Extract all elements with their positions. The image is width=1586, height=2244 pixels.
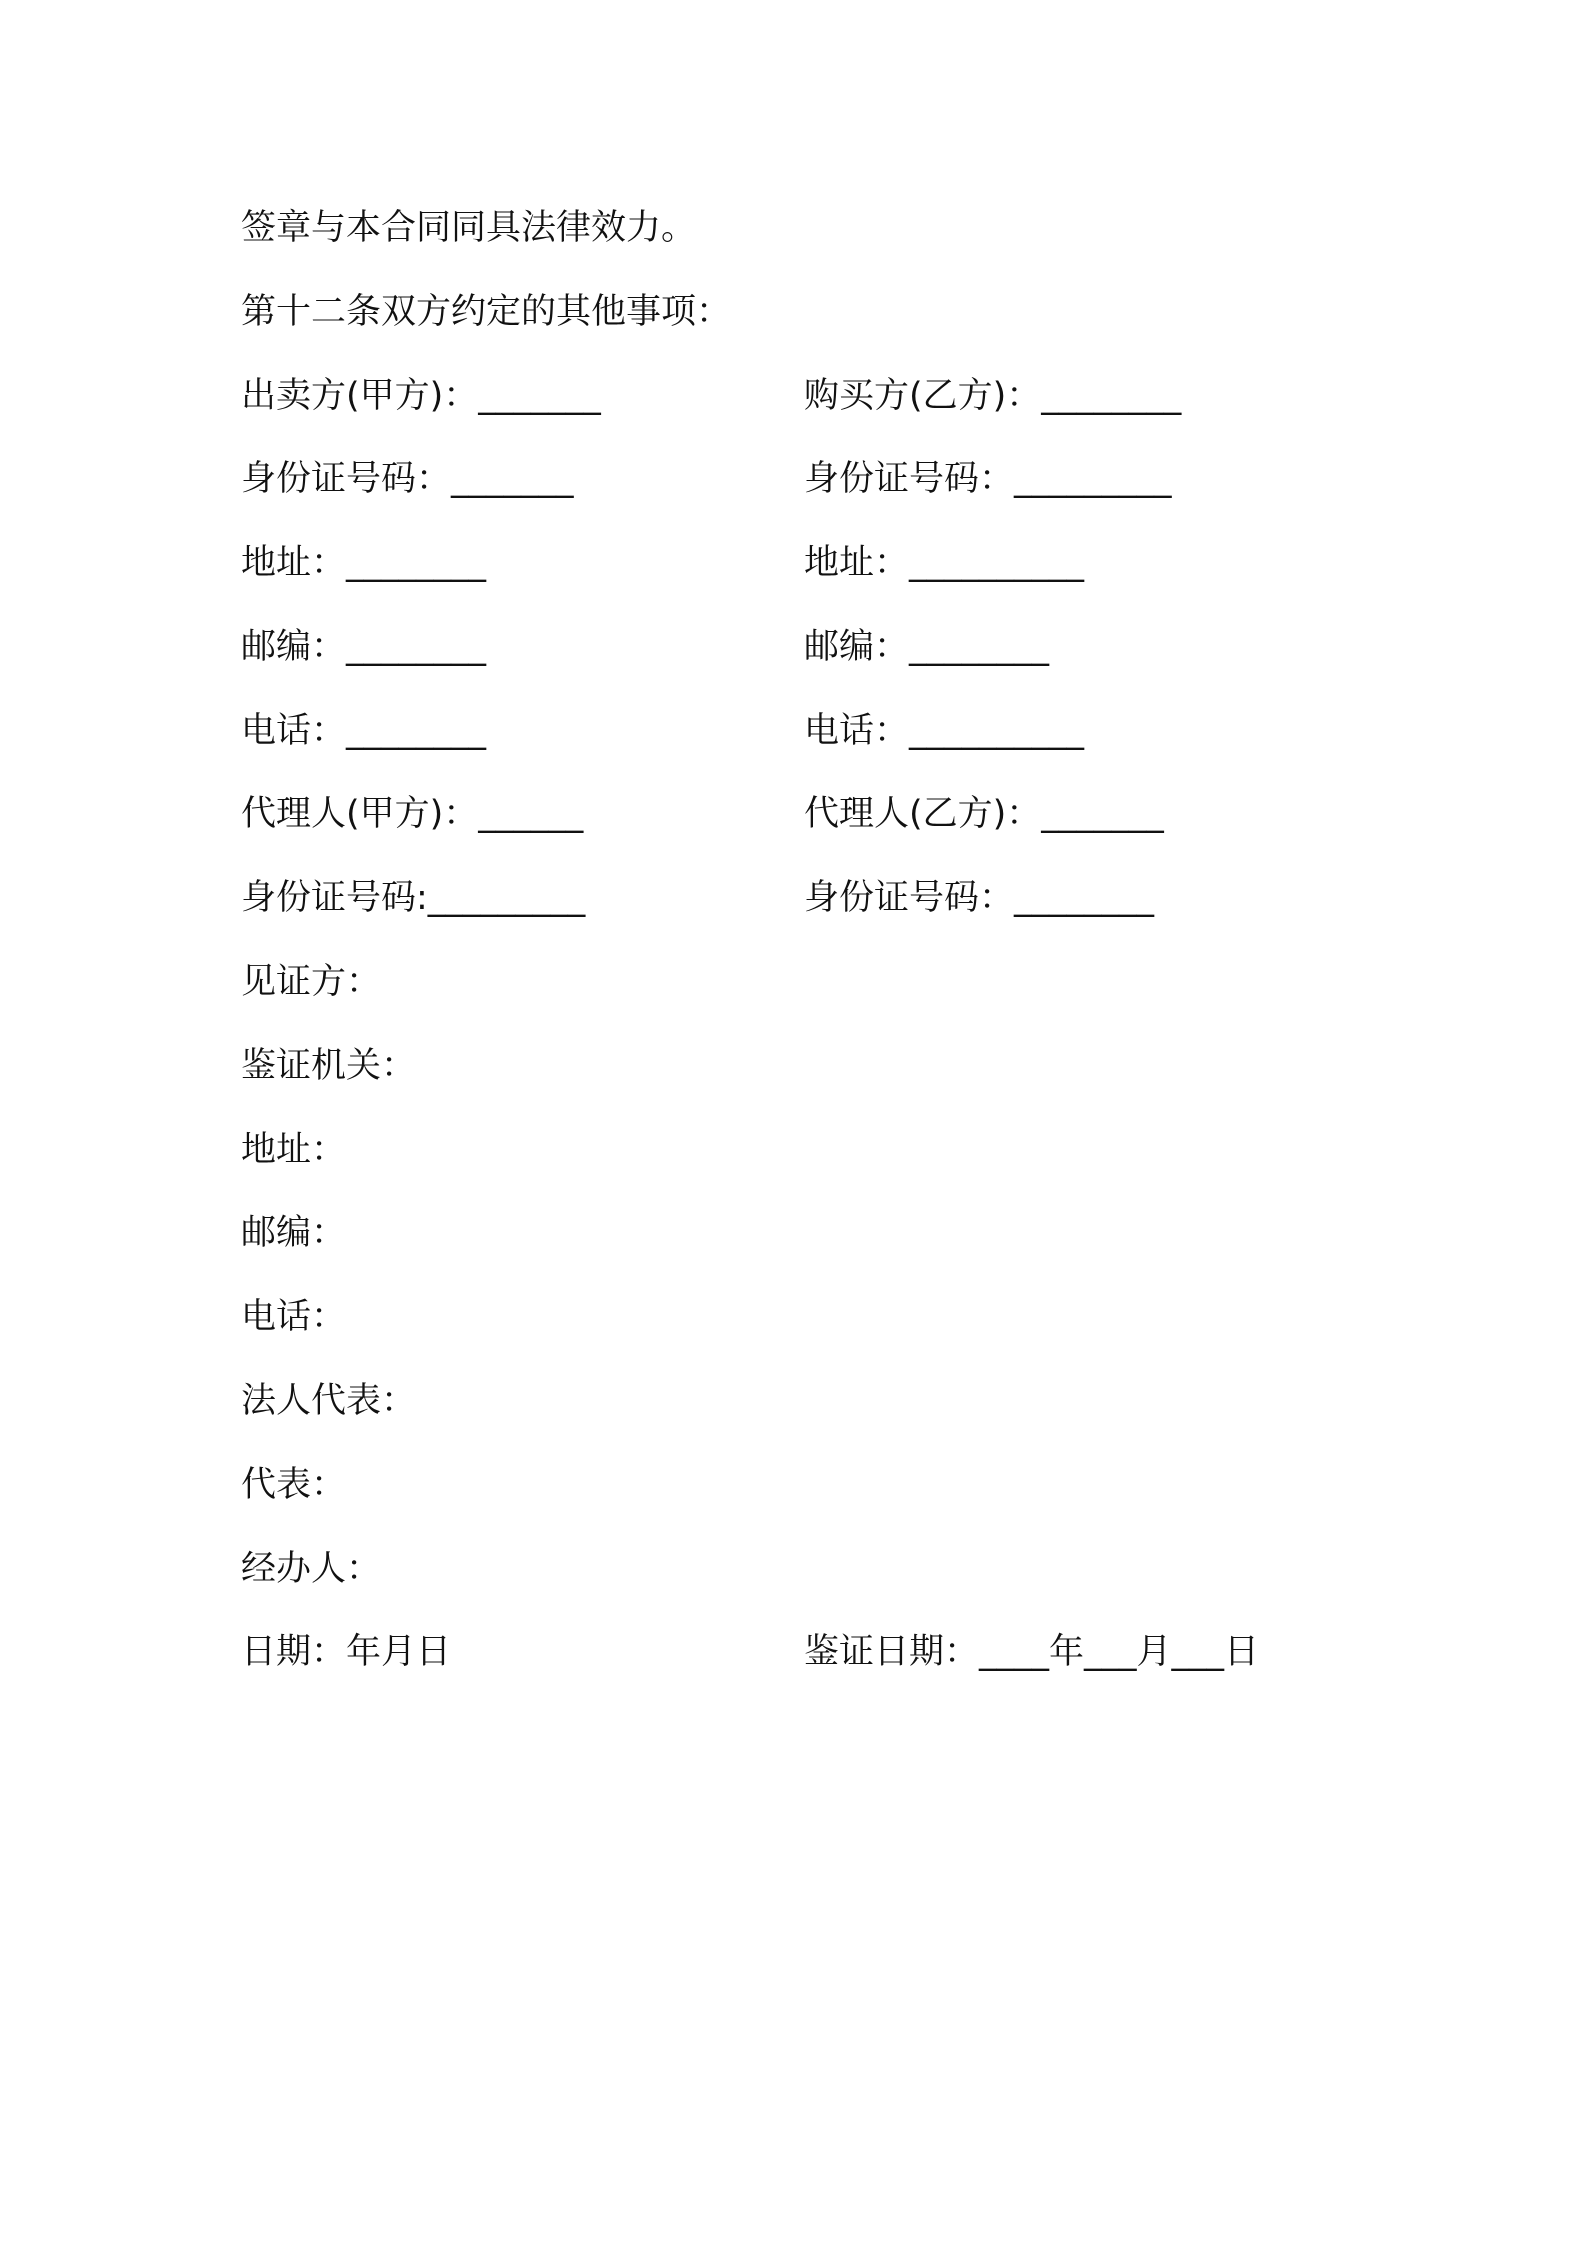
intro-line: 签章与本合同同具法律效力。: [241, 208, 697, 248]
party-a-address-field: 地址：________: [241, 543, 487, 583]
seller-field: 出卖方(甲方)：_______: [241, 376, 601, 416]
witness-party-field: 见证方：: [241, 962, 382, 1002]
row-address: [241, 539, 1085, 587]
certification-date-field: 鉴证日期：____年___月___日: [804, 1632, 1260, 1672]
handler-field: 经办人：: [241, 1549, 382, 1589]
party-b-id-field: 身份证号码：_________: [804, 459, 1172, 499]
party-b-agent-id-field: 身份证号码：________: [804, 878, 1155, 918]
party-b-postcode-field: 邮编：________: [804, 627, 1050, 667]
row-parties: [241, 372, 1182, 420]
row-id-number: [241, 455, 1172, 503]
authority-field: 鉴证机关：: [241, 1046, 417, 1086]
article-heading: 第十二条双方约定的其他事项：: [241, 292, 732, 332]
authority-address-field: 地址：: [241, 1130, 347, 1170]
party-a-id-field: 身份证号码：_______: [241, 459, 574, 499]
party-a-phone-field: 电话：________: [241, 711, 487, 751]
party-b-address-field: 地址：__________: [804, 543, 1085, 583]
party-b-phone-field: 电话：__________: [804, 711, 1085, 751]
legal-rep-field: 法人代表：: [241, 1381, 417, 1421]
row-agent: [241, 790, 1164, 838]
row-postcode: [241, 623, 1050, 671]
buyer-field: 购买方(乙方)：________: [804, 376, 1182, 416]
representative-field: 代表：: [241, 1465, 347, 1505]
date-field: 日期：年月日: [241, 1632, 452, 1672]
row-dates: [241, 1628, 1260, 1676]
party-a-agent-id-field: 身份证号码:_________: [241, 878, 586, 918]
party-b-agent-field: 代理人(乙方)：_______: [804, 794, 1164, 834]
authority-phone-field: 电话：: [241, 1297, 347, 1337]
row-phone: [241, 707, 1085, 755]
authority-postcode-field: 邮编：: [241, 1213, 347, 1253]
party-a-agent-field: 代理人(甲方)：______: [241, 794, 584, 834]
party-a-postcode-field: 邮编：________: [241, 627, 487, 667]
row-agent-id: [241, 874, 1155, 922]
